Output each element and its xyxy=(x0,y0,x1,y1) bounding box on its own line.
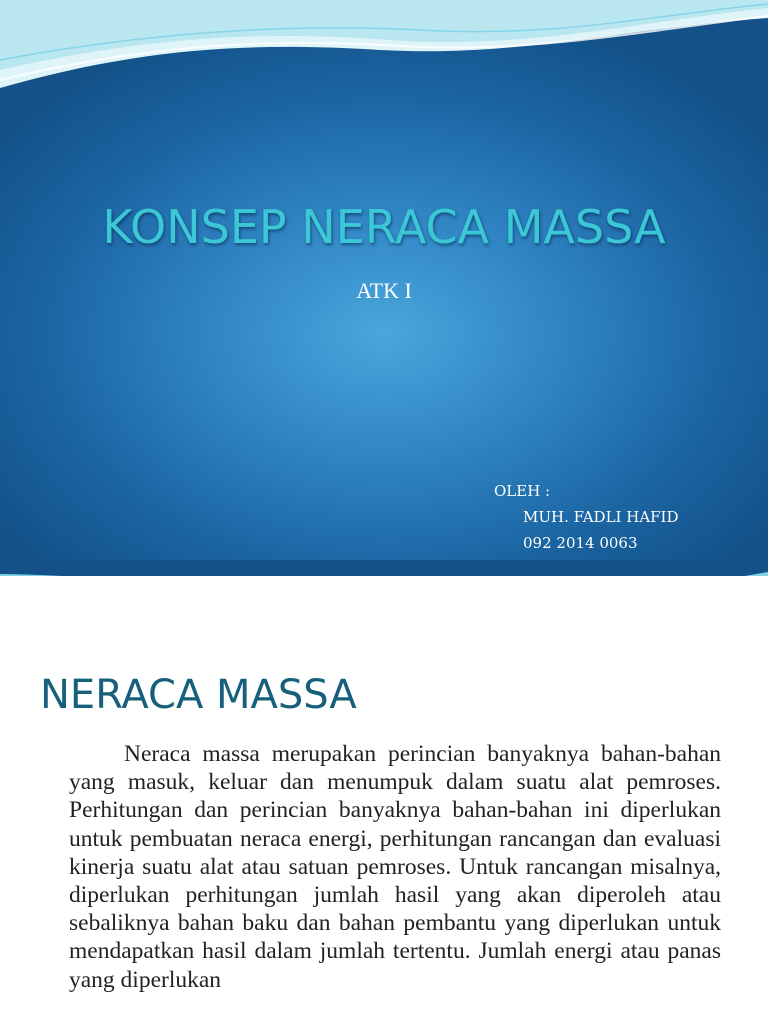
content-slide-title: NERACA MASSA xyxy=(40,672,357,718)
author-block xyxy=(494,478,679,556)
slide-title: KONSEP NERACA MASSA xyxy=(102,200,666,254)
author-name: MUH. FADLI HAFID xyxy=(523,508,679,526)
content-slide-body: Neraca massa merupakan perincian banyaknya bahan-bahan yang masuk, keluar dan menumpuk dalam suatu alat pemroses. Perhitungan dan perincian banyaknya bahan-bahan ini diperlukan untuk pembuatan neraca energi, perhitungan rancangan dan evaluasi kinerja suatu alat atau satuan pemroses. Untuk rancangan misalnya, diperlukan perhitungan jumlah hasil yang akan diperoleh atau sebaliknya bahan baku dan bahan pembantu yang diperlukan untuk mendapatkan hasil dalam jumlah tertentu. Jumlah energi atau panas yang diperlukan xyxy=(69,741,721,993)
slide-subtitle: ATK I xyxy=(356,278,412,303)
author-id: 092 2014 0063 xyxy=(523,534,638,552)
top-wave-decoration xyxy=(0,0,768,100)
author-label: OLEH : xyxy=(494,482,551,500)
content-slide xyxy=(0,576,768,1024)
